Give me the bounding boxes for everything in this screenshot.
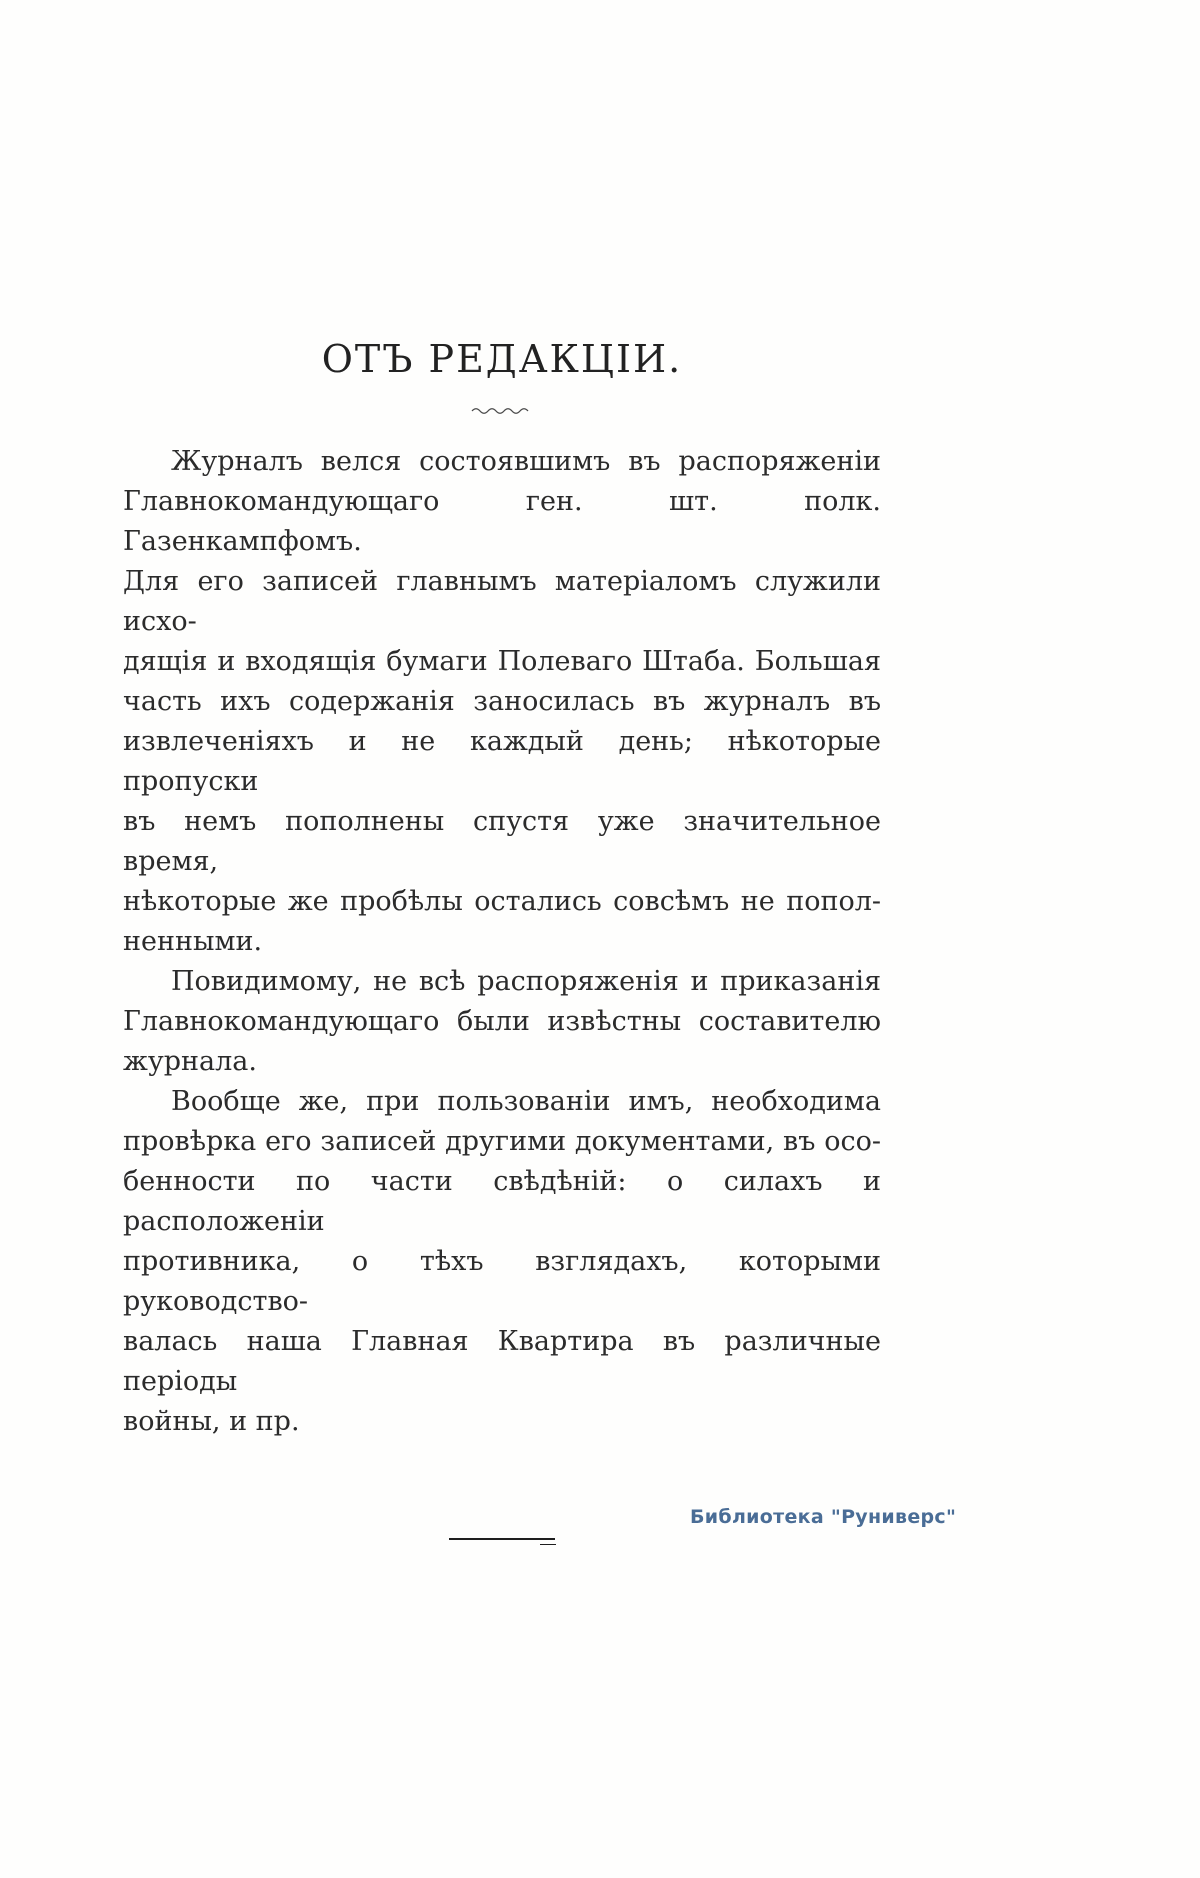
separator-tick bbox=[540, 1544, 556, 1545]
text-line: провѣрка его записей другими документами, въ осо- bbox=[123, 1126, 881, 1157]
text-line: противника, о тѣхъ взглядахъ, которыми руководство- bbox=[123, 1246, 881, 1317]
text-line: бенности по части свѣдѣній: о силахъ и расположеніи bbox=[123, 1166, 881, 1237]
text-line: извлеченіяхъ и не каждый день; нѣкоторые пропуски bbox=[123, 726, 881, 797]
text-line: Журналъ велся состоявшимъ въ распоряженіи bbox=[171, 446, 881, 477]
text-line: Главнокомандующаго ген. шт. полк. Газенкампфомъ. bbox=[123, 486, 881, 557]
paragraph-2 bbox=[123, 962, 881, 1082]
separator-line bbox=[123, 1534, 881, 1548]
page-content bbox=[123, 336, 881, 1548]
squiggle-ornament-icon bbox=[123, 402, 881, 416]
text-line: въ немъ пополнены спустя уже значительное время, bbox=[123, 806, 881, 877]
text-line: нѣкоторые же пробѣлы остались совсѣмъ не попол- bbox=[123, 886, 881, 917]
page-title: ОТЪ РЕДАКЦІИ. bbox=[321, 337, 683, 381]
text-line: ненными. bbox=[123, 926, 263, 957]
watermark-text: Библиотека "Руниверс" bbox=[690, 1506, 957, 1528]
separator-rule bbox=[449, 1538, 555, 1540]
text-line: войны, и пр. bbox=[123, 1406, 300, 1437]
squiggle-icon bbox=[470, 405, 534, 417]
text-line: Для его записей главнымъ матеріаломъ служили исхо- bbox=[123, 566, 881, 637]
text-line: Главнокомандующаго были извѣстны составителю bbox=[123, 1006, 881, 1037]
text-line: Вообще же, при пользованіи имъ, необходима bbox=[171, 1086, 881, 1117]
text-line: часть ихъ содержанія заносилась въ журналъ въ bbox=[123, 686, 881, 717]
text-line: дящія и входящія бумаги Полеваго Штаба. Большая bbox=[123, 646, 881, 677]
paragraph-1 bbox=[123, 442, 881, 962]
text-line: валась наша Главная Квартира въ различные періоды bbox=[123, 1326, 881, 1397]
paragraph-3 bbox=[123, 1082, 881, 1442]
text-line: журнала. bbox=[123, 1046, 257, 1077]
text-line: Повидимому, не всѣ распоряженія и приказанія bbox=[171, 966, 881, 997]
